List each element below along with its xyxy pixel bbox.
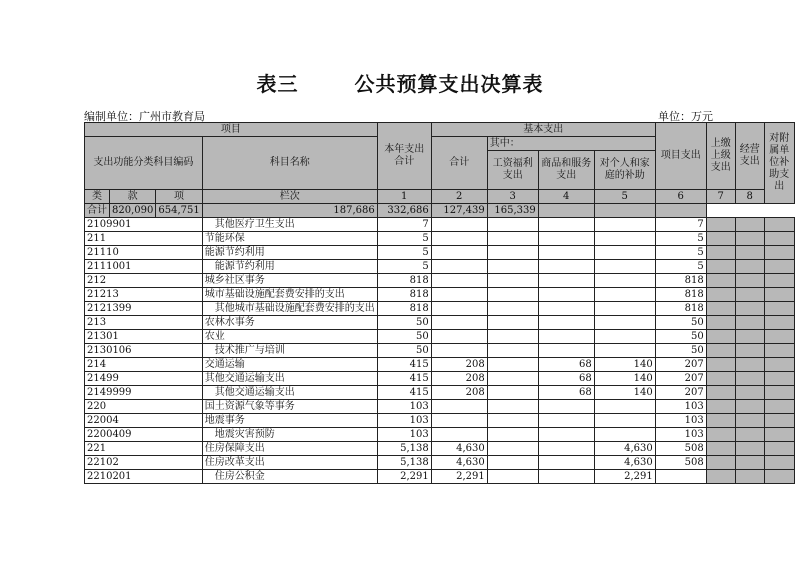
- table-row: [85, 274, 795, 288]
- row-value: [735, 232, 764, 246]
- row-value: [538, 442, 594, 456]
- row-value: 207: [655, 372, 706, 386]
- row-value: [538, 400, 594, 414]
- row-value: 5: [377, 232, 431, 246]
- table-title: 公共预算支出决算表: [354, 72, 544, 96]
- row-value: [431, 232, 487, 246]
- row-value: [764, 400, 794, 414]
- row-value: [487, 414, 538, 428]
- header-subsidy: 对附属单位补助支出: [764, 123, 794, 204]
- row-value: [487, 246, 538, 260]
- row-value: [735, 386, 764, 400]
- row-value: [764, 246, 794, 260]
- table-row: [85, 232, 795, 246]
- row-value: [764, 316, 794, 330]
- row-value: [538, 288, 594, 302]
- row-value: [735, 428, 764, 442]
- row-value: [487, 400, 538, 414]
- row-code: 2130106: [85, 344, 203, 358]
- header-project: 项目: [85, 123, 378, 137]
- currency-unit: 单位：万元: [658, 110, 713, 123]
- row-value: [764, 218, 794, 232]
- header-row-order: 栏次: [202, 190, 377, 204]
- column-number: 8: [735, 190, 764, 204]
- row-value: [538, 470, 594, 484]
- row-code: 2200409: [85, 428, 203, 442]
- row-value: [735, 288, 764, 302]
- row-value: [487, 274, 538, 288]
- row-value: [431, 260, 487, 274]
- table-row: [85, 246, 795, 260]
- row-value: [735, 246, 764, 260]
- row-value: [706, 400, 735, 414]
- row-value: [487, 316, 538, 330]
- row-value: 68: [538, 358, 594, 372]
- total-row: [85, 204, 795, 218]
- row-value: 50: [655, 344, 706, 358]
- row-value: [487, 330, 538, 344]
- table-row: [85, 442, 795, 456]
- row-value: [764, 372, 794, 386]
- total-value: 187,686: [202, 204, 377, 218]
- row-value: 68: [538, 372, 594, 386]
- row-value: [764, 358, 794, 372]
- row-value: [594, 414, 655, 428]
- row-value: 4,630: [431, 442, 487, 456]
- row-value: 50: [377, 316, 431, 330]
- row-value: 50: [655, 316, 706, 330]
- table-row: [85, 386, 795, 400]
- row-code: 21301: [85, 330, 203, 344]
- row-value: [538, 246, 594, 260]
- row-subject-name: 农业: [202, 330, 377, 344]
- header-kuan: 款: [110, 190, 156, 204]
- table-meta: [84, 108, 713, 122]
- row-value: [487, 442, 538, 456]
- row-value: [764, 470, 794, 484]
- row-value: [764, 288, 794, 302]
- row-value: [735, 456, 764, 470]
- table-row: [85, 218, 795, 232]
- row-value: [706, 414, 735, 428]
- row-value: [594, 330, 655, 344]
- header-func-code: 支出功能分类科目编码: [85, 137, 203, 190]
- row-value: [487, 302, 538, 316]
- row-value: 103: [377, 428, 431, 442]
- row-value: [538, 344, 594, 358]
- row-value: 5,138: [377, 442, 431, 456]
- row-value: 208: [431, 372, 487, 386]
- row-value: [431, 344, 487, 358]
- header-xiang: 项: [156, 190, 202, 204]
- row-value: 103: [655, 400, 706, 414]
- column-number: 2: [431, 190, 487, 204]
- row-value: [594, 274, 655, 288]
- header-remit: 上缴上级支出: [706, 123, 735, 190]
- row-subject-name: 能源节约利用: [202, 260, 377, 274]
- row-value: 140: [594, 386, 655, 400]
- row-value: [706, 232, 735, 246]
- row-subject-name: 农林水事务: [202, 316, 377, 330]
- row-value: [764, 428, 794, 442]
- header-project-exp: 项目支出: [655, 123, 706, 190]
- column-number: 3: [487, 190, 538, 204]
- row-code: 221: [85, 442, 203, 456]
- row-value: [431, 428, 487, 442]
- row-value: [706, 330, 735, 344]
- row-value: [706, 470, 735, 484]
- row-value: 5,138: [377, 456, 431, 470]
- row-subject-name: 城乡社区事务: [202, 274, 377, 288]
- row-value: 208: [431, 358, 487, 372]
- row-value: 207: [655, 358, 706, 372]
- row-value: [764, 330, 794, 344]
- row-value: [431, 218, 487, 232]
- row-value: [538, 274, 594, 288]
- row-value: 5: [655, 260, 706, 274]
- row-value: 103: [377, 414, 431, 428]
- row-subject-name: 住房公积金: [202, 470, 377, 484]
- row-value: [487, 260, 538, 274]
- row-code: 2111001: [85, 260, 203, 274]
- row-value: [594, 400, 655, 414]
- row-value: 208: [431, 386, 487, 400]
- row-value: [538, 316, 594, 330]
- row-value: [431, 246, 487, 260]
- row-value: [594, 218, 655, 232]
- row-value: [706, 344, 735, 358]
- header-business: 经营支出: [735, 123, 764, 190]
- row-value: [431, 302, 487, 316]
- row-code: 213: [85, 316, 203, 330]
- row-value: [764, 456, 794, 470]
- row-value: [706, 442, 735, 456]
- row-value: [706, 372, 735, 386]
- row-value: [735, 400, 764, 414]
- row-value: 50: [655, 330, 706, 344]
- row-value: [764, 344, 794, 358]
- row-code: 22004: [85, 414, 203, 428]
- header-subject-name: 科目名称: [202, 137, 377, 190]
- column-number: 6: [655, 190, 706, 204]
- row-value: [594, 288, 655, 302]
- row-value: 508: [655, 442, 706, 456]
- row-value: 818: [377, 274, 431, 288]
- row-value: [706, 456, 735, 470]
- total-value: [538, 204, 594, 218]
- table-body: [85, 204, 795, 484]
- header-lei: 类: [85, 190, 110, 204]
- header-year-total: 本年支出合计: [377, 123, 431, 190]
- total-value: [594, 204, 655, 218]
- row-value: [706, 218, 735, 232]
- row-value: 103: [377, 400, 431, 414]
- row-value: [487, 428, 538, 442]
- row-code: 2210201: [85, 470, 203, 484]
- row-value: 68: [538, 386, 594, 400]
- row-value: [735, 316, 764, 330]
- row-value: [706, 288, 735, 302]
- row-value: 140: [594, 372, 655, 386]
- row-value: [735, 274, 764, 288]
- row-code: 2109901: [85, 218, 203, 232]
- row-value: [764, 260, 794, 274]
- row-value: [735, 330, 764, 344]
- table-row: [85, 260, 795, 274]
- row-code: 212: [85, 274, 203, 288]
- row-value: 5: [655, 246, 706, 260]
- row-value: [538, 218, 594, 232]
- row-value: [538, 302, 594, 316]
- row-value: 2,291: [594, 470, 655, 484]
- row-subject-name: 交通运输: [202, 358, 377, 372]
- row-value: 7: [655, 218, 706, 232]
- total-value: 165,339: [487, 204, 538, 218]
- total-value: 654,751: [156, 204, 202, 218]
- table-row: [85, 470, 795, 484]
- row-code: 21213: [85, 288, 203, 302]
- row-value: 818: [377, 288, 431, 302]
- row-value: [538, 330, 594, 344]
- column-number: 5: [594, 190, 655, 204]
- row-value: [538, 428, 594, 442]
- row-value: [764, 442, 794, 456]
- header-of-which: 其中：: [487, 137, 655, 151]
- row-value: 5: [655, 232, 706, 246]
- row-value: [487, 386, 538, 400]
- row-value: 207: [655, 386, 706, 400]
- row-value: [431, 414, 487, 428]
- table-row: [85, 344, 795, 358]
- row-value: [655, 470, 706, 484]
- header-goods: 商品和服务支出: [538, 151, 594, 190]
- row-value: [706, 386, 735, 400]
- row-subject-name: 住房改革支出: [202, 456, 377, 470]
- row-subject-name: 地震灾害预防: [202, 428, 377, 442]
- row-code: 21499: [85, 372, 203, 386]
- total-value: 332,686: [377, 204, 431, 218]
- row-value: 103: [655, 414, 706, 428]
- row-value: 415: [377, 386, 431, 400]
- row-value: [594, 344, 655, 358]
- row-value: [706, 302, 735, 316]
- page-title: [0, 68, 800, 97]
- row-value: [735, 218, 764, 232]
- row-value: 818: [377, 302, 431, 316]
- table-number: 表三: [256, 72, 299, 96]
- row-value: [538, 232, 594, 246]
- table-row: [85, 358, 795, 372]
- row-code: 220: [85, 400, 203, 414]
- column-number: 7: [706, 190, 735, 204]
- row-value: [594, 302, 655, 316]
- table-row: [85, 456, 795, 470]
- total-value: [655, 204, 706, 218]
- row-code: 214: [85, 358, 203, 372]
- row-value: [735, 344, 764, 358]
- total-label: 合计: [85, 204, 110, 218]
- row-value: [538, 260, 594, 274]
- row-value: 50: [377, 344, 431, 358]
- header-basic: 基本支出: [431, 123, 655, 137]
- row-value: 818: [655, 274, 706, 288]
- row-value: [487, 218, 538, 232]
- row-value: [706, 428, 735, 442]
- row-value: [735, 260, 764, 274]
- row-value: 140: [594, 358, 655, 372]
- row-value: [735, 358, 764, 372]
- row-value: [487, 470, 538, 484]
- row-value: [706, 274, 735, 288]
- row-value: [764, 414, 794, 428]
- row-value: 5: [377, 246, 431, 260]
- row-value: [487, 344, 538, 358]
- row-value: 415: [377, 372, 431, 386]
- row-subject-name: 节能环保: [202, 232, 377, 246]
- row-value: [594, 232, 655, 246]
- row-subject-name: 国土资源气象等事务: [202, 400, 377, 414]
- row-value: [487, 358, 538, 372]
- row-value: [431, 400, 487, 414]
- row-subject-name: 其他交通运输支出: [202, 372, 377, 386]
- row-subject-name: 住房保障支出: [202, 442, 377, 456]
- row-subject-name: 其他城市基础设施配套费安排的支出: [202, 302, 377, 316]
- table-header: [85, 123, 795, 204]
- row-value: [735, 414, 764, 428]
- row-value: 415: [377, 358, 431, 372]
- row-value: [735, 302, 764, 316]
- row-value: [735, 442, 764, 456]
- row-value: [538, 456, 594, 470]
- row-value: 818: [655, 302, 706, 316]
- row-value: [538, 414, 594, 428]
- column-number: 4: [538, 190, 594, 204]
- row-value: [594, 316, 655, 330]
- header-wage: 工资福利支出: [487, 151, 538, 190]
- row-subject-name: 其他交通运输支出: [202, 386, 377, 400]
- total-value: 820,090: [110, 204, 156, 218]
- row-subject-name: 技术推广与培训: [202, 344, 377, 358]
- row-value: 4,630: [594, 456, 655, 470]
- table-row: [85, 372, 795, 386]
- row-code: 22102: [85, 456, 203, 470]
- row-value: [764, 232, 794, 246]
- row-value: 103: [655, 428, 706, 442]
- row-subject-name: 地震事务: [202, 414, 377, 428]
- row-subject-name: 城市基础设施配套费安排的支出: [202, 288, 377, 302]
- row-value: [431, 330, 487, 344]
- row-value: [735, 372, 764, 386]
- row-value: [764, 302, 794, 316]
- header-personal: 对个人和家庭的补助: [594, 151, 655, 190]
- table-row: [85, 400, 795, 414]
- compiling-unit: 编制单位：广州市教育局: [84, 110, 205, 123]
- table-row: [85, 414, 795, 428]
- table-row: [85, 428, 795, 442]
- table-row: [85, 288, 795, 302]
- budget-table: [84, 122, 795, 484]
- row-value: [706, 260, 735, 274]
- column-number: 1: [377, 190, 431, 204]
- row-value: 7: [377, 218, 431, 232]
- row-value: [706, 246, 735, 260]
- row-subject-name: 能源节约利用: [202, 246, 377, 260]
- row-code: 21110: [85, 246, 203, 260]
- row-value: [706, 316, 735, 330]
- table-row: [85, 330, 795, 344]
- row-value: [706, 358, 735, 372]
- row-code: 2149999: [85, 386, 203, 400]
- row-value: [431, 316, 487, 330]
- row-value: [735, 470, 764, 484]
- row-value: [764, 386, 794, 400]
- row-value: 4,630: [594, 442, 655, 456]
- row-value: 818: [655, 288, 706, 302]
- row-value: [487, 456, 538, 470]
- row-value: 5: [377, 260, 431, 274]
- table-row: [85, 302, 795, 316]
- row-value: [431, 274, 487, 288]
- table-row: [85, 316, 795, 330]
- row-value: 50: [377, 330, 431, 344]
- header-total: 合计: [431, 137, 487, 190]
- row-value: 508: [655, 456, 706, 470]
- row-value: [594, 246, 655, 260]
- row-code: 211: [85, 232, 203, 246]
- row-value: 2,291: [431, 470, 487, 484]
- row-value: 2,291: [377, 470, 431, 484]
- row-subject-name: 其他医疗卫生支出: [202, 218, 377, 232]
- row-value: [594, 428, 655, 442]
- total-value: 127,439: [431, 204, 487, 218]
- row-value: [487, 232, 538, 246]
- row-value: [764, 274, 794, 288]
- row-value: [487, 288, 538, 302]
- row-value: [487, 372, 538, 386]
- row-value: [594, 260, 655, 274]
- row-value: 4,630: [431, 456, 487, 470]
- row-value: [431, 288, 487, 302]
- row-code: 2121399: [85, 302, 203, 316]
